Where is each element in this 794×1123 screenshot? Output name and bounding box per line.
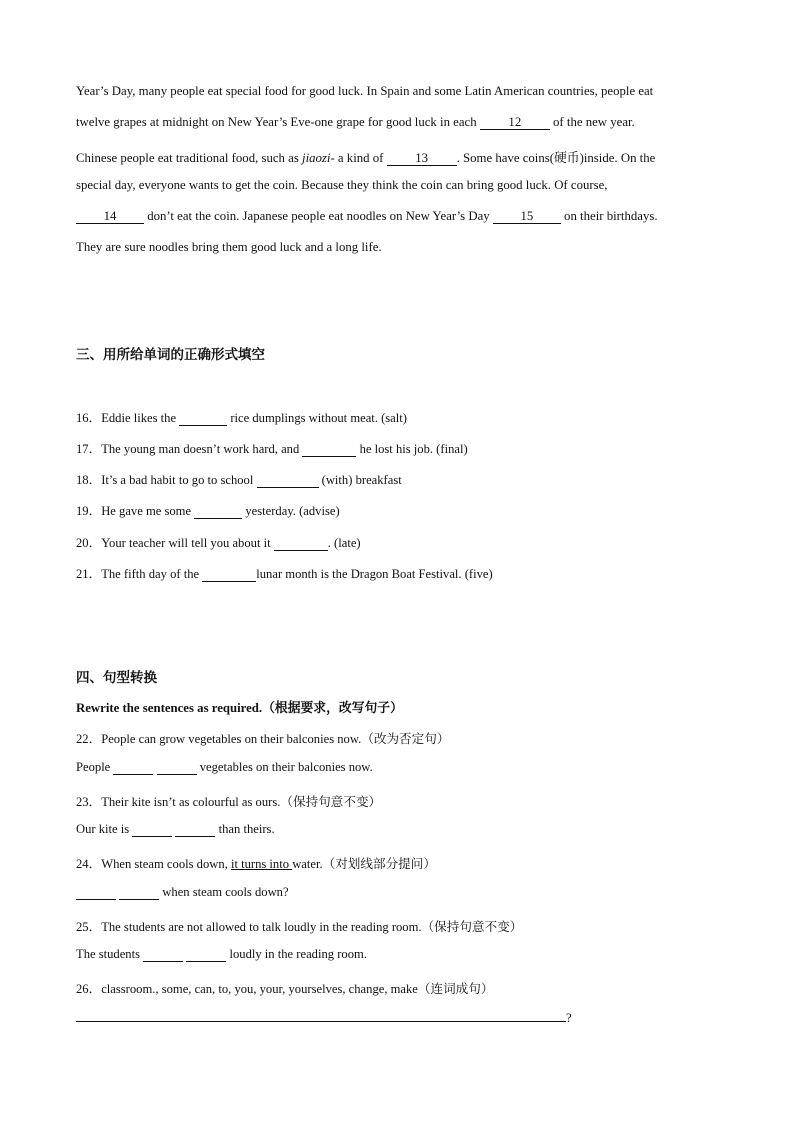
text: They are sure noodles bring them good luck and a long life. <box>76 240 382 254</box>
blank-13[interactable] <box>387 152 457 166</box>
text: 17．The young man doesn’t work hard, and <box>76 442 303 456</box>
question-21 <box>76 563 493 582</box>
answer-26 <box>76 1010 572 1026</box>
answer-blank-22b[interactable] <box>157 761 197 775</box>
text: 18．It’s a bad habit to go to school <box>76 473 257 487</box>
answer-blank-25b[interactable] <box>186 948 226 962</box>
question-23: 23．Their kite isn’t as colourful as ours.（保持句意不变） <box>76 795 382 809</box>
text: of the new year. <box>549 115 635 129</box>
text: water.（对划线部分提问） <box>292 857 436 871</box>
text: than theirs. <box>215 822 275 836</box>
text: special day, everyone wants to get the coin. Because they think the coin can bring good luck. Of course, <box>76 178 608 192</box>
answer-blank-16[interactable] <box>179 412 227 426</box>
text: . Some have coins(硬币)inside. On the <box>456 151 656 165</box>
answer-blank-24b[interactable] <box>119 886 159 900</box>
text: lunar month is the Dragon Boat Festival. (five) <box>256 567 493 581</box>
section-4-title: 四、句型转换 <box>76 670 157 685</box>
passage-line-1 <box>76 84 653 99</box>
text: People <box>76 760 114 774</box>
text: - a kind of <box>330 151 387 165</box>
question-25: 25．The students are not allowed to talk loudly in the reading room.（保持句意不变） <box>76 920 523 934</box>
text: when steam cools down? <box>159 885 289 899</box>
text: . (late) <box>327 536 361 550</box>
text: rice dumplings without meat. (salt) <box>227 411 407 425</box>
answer-23 <box>76 822 275 837</box>
blank-14[interactable] <box>76 210 144 224</box>
text: twelve grapes at midnight on New Year’s Eve-one grape for good luck in each <box>76 115 480 129</box>
question-20 <box>76 532 361 551</box>
question-24 <box>76 853 436 872</box>
passage-line-3 <box>76 147 655 166</box>
text: yesterday. (advise) <box>242 504 340 518</box>
answer-25 <box>76 947 367 962</box>
section-3-title: 三、用所给单词的正确形式填空 <box>76 347 265 362</box>
blank-number: 12 <box>508 115 522 129</box>
text: vegetables on their balconies now. <box>196 760 373 774</box>
answer-blank-19[interactable] <box>194 505 242 519</box>
text: (with) breakfast <box>318 473 402 487</box>
text: 20．Your teacher will tell you about it <box>76 536 274 550</box>
text: loudly in the reading room. <box>226 947 367 961</box>
question-22: 22．People can grow vegetables on their balconies now.（改为否定句） <box>76 732 450 746</box>
blank-number: 15 <box>520 209 534 223</box>
answer-22 <box>76 760 373 775</box>
blank-number: 13 <box>415 151 429 165</box>
text: on their birthdays. <box>560 209 658 223</box>
question-17 <box>76 438 468 457</box>
passage-line-6 <box>76 240 382 255</box>
question-26: 26．classroom., some, can, to, you, your, yourselves, change, make（连词成句） <box>76 982 494 996</box>
question-16 <box>76 407 407 426</box>
text: Our kite is <box>76 822 133 836</box>
passage-line-5 <box>76 209 658 224</box>
answer-blank-23a[interactable] <box>132 823 172 837</box>
answer-blank-21[interactable] <box>202 568 256 582</box>
text: The students <box>76 947 144 961</box>
answer-blank-25a[interactable] <box>143 948 183 962</box>
text: 21．The fifth day of the <box>76 567 203 581</box>
answer-24 <box>76 885 289 900</box>
answer-blank-20[interactable] <box>274 537 328 551</box>
blank-number: 14 <box>103 209 117 223</box>
passage-line-4 <box>76 178 608 193</box>
text: 16．Eddie likes the <box>76 411 180 425</box>
answer-blank-22a[interactable] <box>113 761 153 775</box>
text: Chinese people eat traditional food, such as <box>76 151 303 165</box>
section-4-instruction: Rewrite the sentences as required.（根据要求，改写句子） <box>76 701 403 715</box>
question-18 <box>76 469 402 488</box>
passage-line-2 <box>76 115 635 130</box>
underlined-part: it turns into <box>230 857 293 871</box>
question-mark: ? <box>566 1011 572 1025</box>
blank-12[interactable] <box>480 116 550 130</box>
text: 19．He gave me some <box>76 504 195 518</box>
blank-15[interactable] <box>493 210 561 224</box>
text: he lost his job. (final) <box>356 442 468 456</box>
answer-blank-24a[interactable] <box>76 886 116 900</box>
answer-line-26[interactable] <box>76 1010 566 1022</box>
text: 24．When steam cools down, <box>76 857 231 871</box>
answer-blank-18[interactable] <box>257 474 319 488</box>
text: don’t eat the coin. Japanese people eat noodles on New Year’s Day <box>144 209 493 223</box>
question-19 <box>76 500 340 519</box>
answer-blank-23b[interactable] <box>175 823 215 837</box>
text: Year’s Day, many people eat special food for good luck. In Spain and some Latin American countries, people eat <box>76 84 654 98</box>
italic-word: jiaozi <box>302 151 331 165</box>
answer-blank-17[interactable] <box>302 443 356 457</box>
